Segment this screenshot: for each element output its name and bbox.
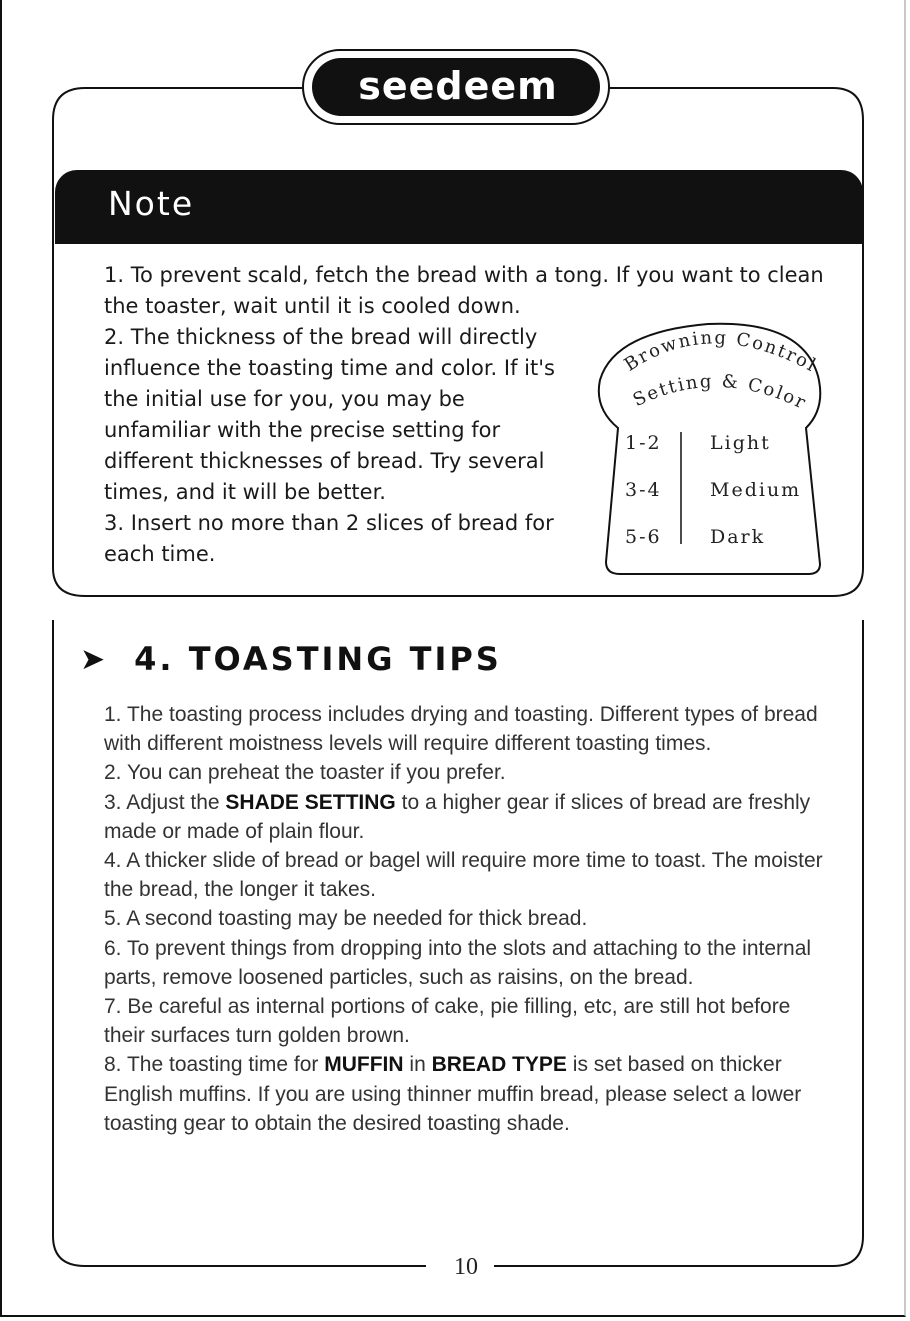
- browning-title-line2: Setting & Color: [629, 370, 811, 415]
- tip-3-emphasis: SHADE SETTING: [225, 790, 396, 814]
- tip-8: [104, 1050, 824, 1138]
- browning-color-2: Medium: [710, 479, 802, 501]
- note-item-2: 2. The thickness of the bread will directly influence the toasting time and color. If it's the initial use for you, you may be unfamiliar with the precise setting for different thicknesses of bread. Try several times, and it will be better.: [104, 325, 555, 504]
- note-title: Note: [108, 184, 195, 223]
- tip-7: 7. Be careful as internal portions of cake, pie filling, etc, are still hot before their surfaces turn golden brown.: [104, 995, 791, 1048]
- section-title: 4. TOASTING TIPS: [134, 640, 502, 678]
- tip-8-text-end: is set based on thicker English muffins. If you are using thinner muffin bread, please select a lower toasting gear to obtain the desired toasting shade.: [104, 1053, 802, 1135]
- tip-1: 1. The toasting process includes drying and toasting. Different types of bread with different moistness levels will require different toasting times.: [104, 703, 818, 756]
- tip-8-emphasis-bread-type: BREAD TYPE: [431, 1053, 567, 1077]
- svg-text:Setting & Color: [630, 371, 810, 414]
- browning-color-3: Dark: [710, 526, 766, 548]
- browning-setting-1: 1-2: [625, 432, 662, 454]
- browning-color-1: Light: [710, 432, 771, 454]
- tip-5: 5. A second toasting may be needed for thick bread.: [104, 907, 588, 931]
- tips-list: [104, 700, 824, 1138]
- browning-setting-2: 3-4: [625, 479, 662, 501]
- tip-3: [104, 788, 824, 846]
- browning-setting-3: 5-6: [625, 526, 662, 548]
- tip-8-emphasis-muffin: MUFFIN: [324, 1053, 404, 1077]
- note-item-1: 1. To prevent scald, fetch the bread with a tong. If you want to clean the toaster, wait until it is cooled down.: [104, 263, 824, 318]
- section-heading: [80, 640, 502, 678]
- tip-8-text-in: in: [403, 1053, 432, 1077]
- note-item-3: 3. Insert no more than 2 slices of bread for each time.: [104, 511, 554, 566]
- tip-2: 2. You can preheat the toaster if you prefer.: [104, 761, 506, 785]
- brand-logo: seedeem: [358, 64, 558, 108]
- page-number: 10: [454, 1254, 478, 1280]
- arrow-icon: ➤: [80, 641, 109, 677]
- browning-title-line1: Browning Control: [620, 327, 821, 377]
- tip-3-text: 3. Adjust the: [104, 790, 226, 814]
- tip-8-text: 8. The toasting time for: [104, 1053, 325, 1077]
- tip-6: 6. To prevent things from dropping into the slots and attaching to the internal parts, remove loosened particles, such as raisins, on the bread.: [104, 936, 812, 989]
- tip-3-text-end: to a higher gear if slices of bread are freshly made or made of plain flour.: [104, 790, 811, 843]
- tip-4: 4. A thicker slide of bread or bagel will require more time to toast. The moister the bread, the longer it takes.: [104, 849, 823, 902]
